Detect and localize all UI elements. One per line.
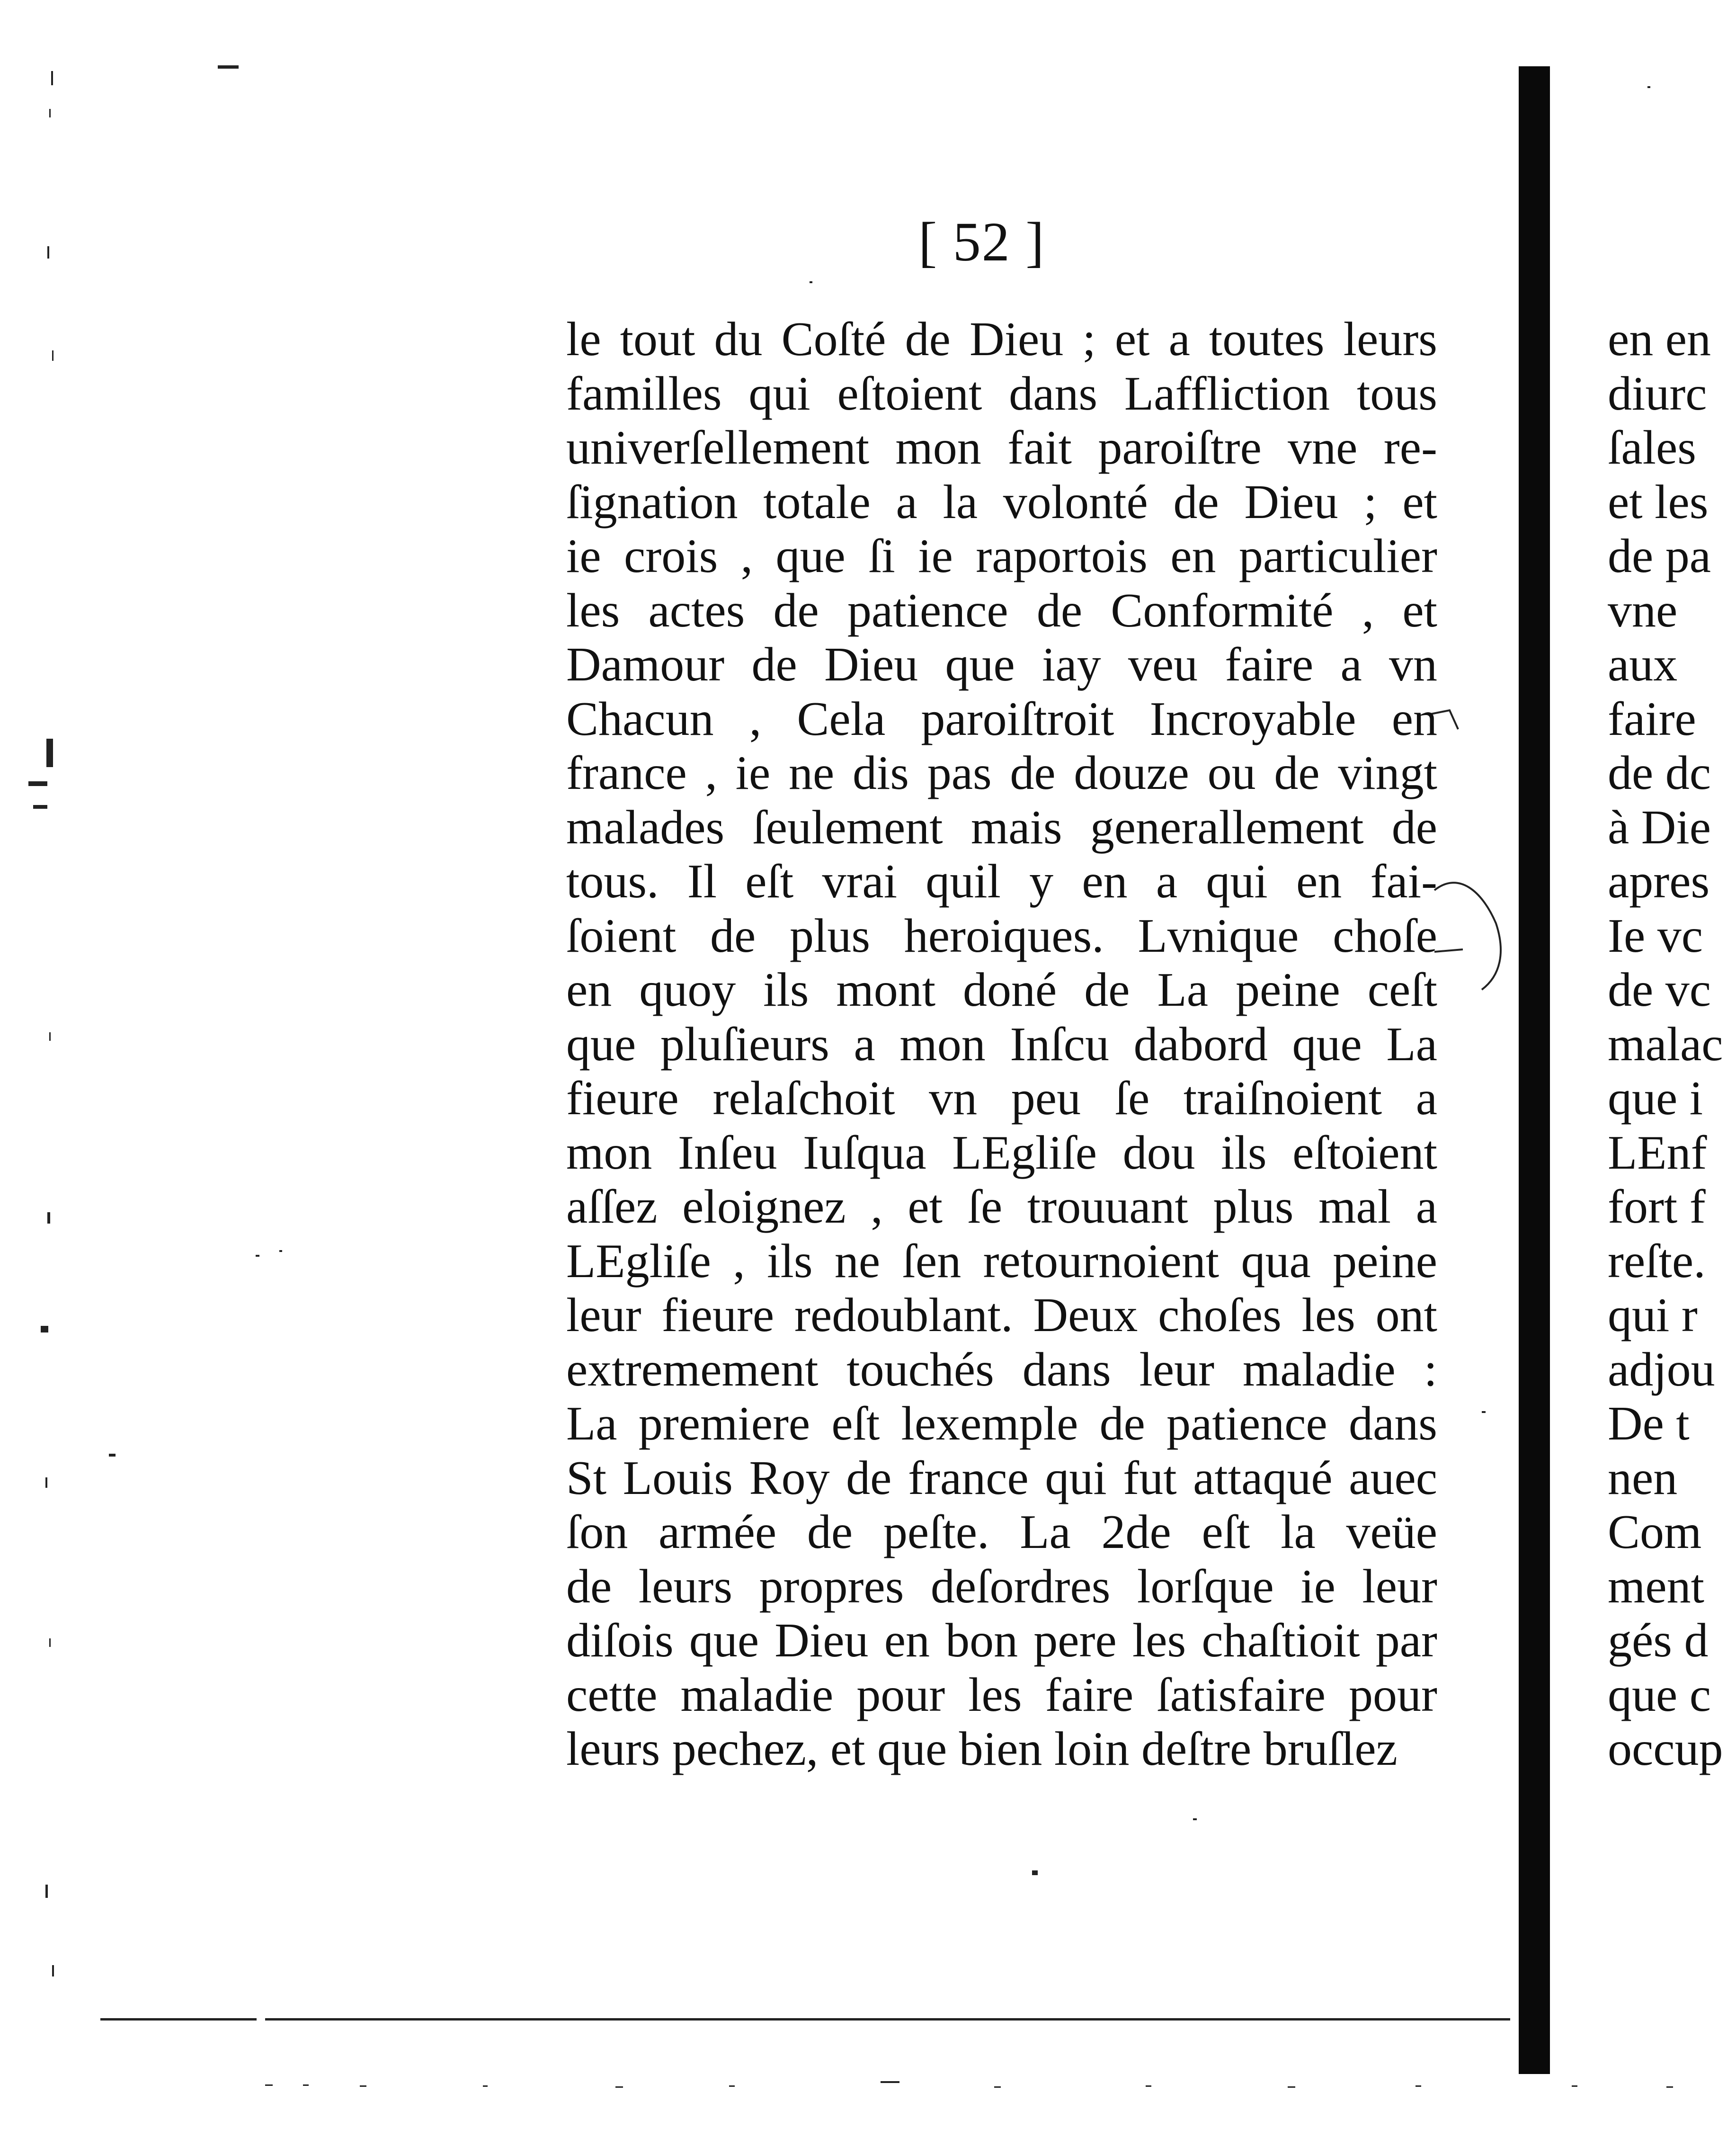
text-line: St Louis Roy de france qui fut attaqué auec [566, 1451, 1437, 1505]
facing-line: Com [1608, 1505, 1702, 1559]
facing-line: et les [1608, 475, 1709, 529]
text-line: Chacun , Cela paroiſtroit Incroyable en [566, 692, 1437, 746]
body-text [566, 313, 1437, 1777]
text-line: La premiere eſt lexemple de patience dans [566, 1397, 1437, 1450]
text-line: diſois que Dieu en bon pere les chaſtioit par [566, 1614, 1437, 1667]
text-line: ſignation totale a la volonté de Dieu ; et [566, 475, 1437, 529]
facing-line: faire [1608, 692, 1696, 746]
text-line: Damour de Dieu que iay veu faire a vn [566, 638, 1437, 691]
facing-line: nen [1608, 1451, 1678, 1505]
facing-line: gés d [1608, 1614, 1709, 1667]
facing-line: de dc [1608, 746, 1711, 800]
text-line: que pluſieurs a mon Inſcu dabord que La [566, 1017, 1437, 1071]
text-line: univerſellement mon fait paroiſtre vne re- [566, 421, 1437, 474]
text-line: tous. Il eſt vrai quil y en a qui en fai- [566, 855, 1437, 908]
footer-rule-left [100, 2018, 257, 2021]
facing-line: vne [1608, 583, 1678, 637]
facing-line: LEnf [1608, 1126, 1707, 1180]
facing-line: qui r [1608, 1288, 1698, 1342]
bottom-edge-dashes [265, 2081, 1673, 2088]
facing-line: que i [1608, 1072, 1703, 1125]
margin-pencil-marks [1431, 710, 1501, 990]
text-line: le tout du Coſté de Dieu ; et a toutes leurs [566, 313, 1437, 366]
facing-line: ment [1608, 1559, 1704, 1613]
footer-rule-right [265, 2018, 1510, 2021]
book-gutter-shadow [1519, 66, 1550, 2074]
facing-line: adjou [1608, 1342, 1715, 1396]
facing-line: apres [1608, 855, 1710, 908]
text-line: mon Inſeu Iuſqua LEgliſe dou ils eſtoient [566, 1126, 1437, 1180]
text-line: ie crois , que ſi ie raportois en particulier [566, 529, 1437, 583]
text-line: de leurs propres deſordres lorſque ie leur [566, 1559, 1437, 1613]
text-line: cette maladie pour les faire ſatisfaire pour [566, 1668, 1437, 1722]
facing-line: à Die [1608, 800, 1711, 854]
text-line: en quoy ils mont doné de La peine ceſt [566, 963, 1437, 1017]
facing-line: De t [1608, 1397, 1690, 1450]
facing-page-fragments [1608, 313, 1736, 1777]
facing-line: Ie vc [1608, 909, 1703, 963]
text-line: malades ſeulement mais generallement de [566, 800, 1437, 854]
facing-line: ſales [1608, 421, 1696, 474]
facing-line: reſte. [1608, 1234, 1706, 1288]
page-number: [ 52 ] [918, 211, 1045, 273]
text-line: extremement touchés dans leur maladie : [566, 1342, 1437, 1396]
text-line: ſon armée de peſte. La 2de eſt la veüe [566, 1505, 1437, 1559]
text-line: aſſez eloignez , et ſe trouuant plus mal a [566, 1180, 1437, 1234]
facing-line: que c [1608, 1668, 1711, 1722]
text-line: familles qui eſtoient dans Laffliction tous [566, 367, 1437, 420]
facing-line: fort f [1608, 1180, 1706, 1234]
text-line: LEgliſe , ils ne ſen retournoient qua peine [566, 1234, 1437, 1288]
text-line: fieure relaſchoit vn peu ſe traiſnoient a [566, 1072, 1437, 1125]
facing-line: diurc [1608, 367, 1707, 420]
text-line: leur fieure redoublant. Deux choſes les ont [566, 1288, 1437, 1342]
text-line: leurs pechez, et que bien loin deſtre bruſlez [566, 1722, 1398, 1776]
facing-line: en en [1608, 313, 1711, 366]
facing-line: de pa [1608, 529, 1711, 583]
facing-line: aux [1608, 638, 1678, 691]
text-line: ſoient de plus heroiques. Lvnique choſe [566, 909, 1437, 963]
facing-line: de vc [1608, 963, 1711, 1017]
text-line: france , ie ne dis pas de douze ou de vingt [566, 746, 1437, 800]
facing-line: malac [1608, 1017, 1723, 1071]
facing-line: occup [1608, 1722, 1723, 1776]
text-line: les actes de patience de Conformité , et [566, 583, 1437, 637]
